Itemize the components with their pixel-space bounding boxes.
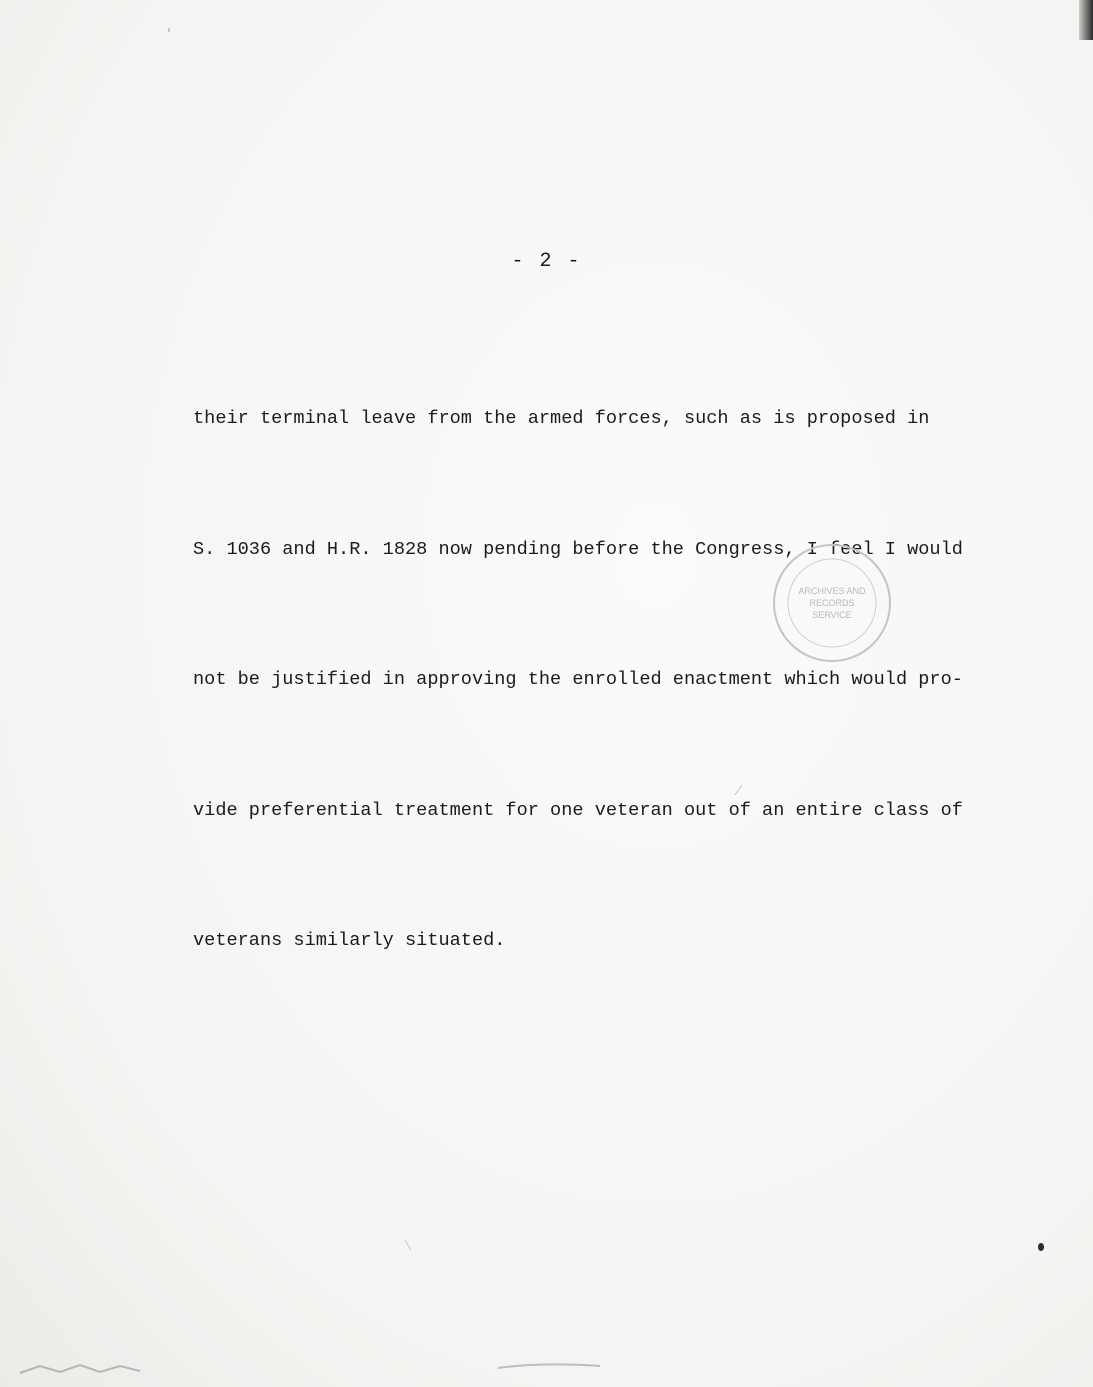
text-line: not be justified in approving the enrolled enactment which would pro- bbox=[193, 669, 963, 690]
text-line: their terminal leave from the armed forces, such as is proposed in bbox=[193, 408, 930, 429]
page-number: - 2 - bbox=[511, 250, 582, 273]
archives-stamp-seal bbox=[771, 542, 893, 664]
stamp-text-lower: SERVICE bbox=[812, 610, 852, 620]
stamp-text-upper: ARCHIVES AND bbox=[798, 586, 866, 596]
body-paragraph bbox=[193, 310, 963, 1050]
ink-speck bbox=[168, 28, 170, 32]
page-edge-shadow bbox=[1079, 0, 1093, 40]
text-line: veterans similarly situated. bbox=[193, 930, 506, 951]
text-line: vide preferential treatment for one veteran out of an entire class of bbox=[193, 799, 963, 821]
text-line: S. 1036 and H.R. 1828 now pending before the Congress, I feel I would bbox=[193, 538, 963, 560]
stamp-text-middle: RECORDS bbox=[809, 598, 855, 608]
ink-speck bbox=[1038, 1243, 1044, 1251]
